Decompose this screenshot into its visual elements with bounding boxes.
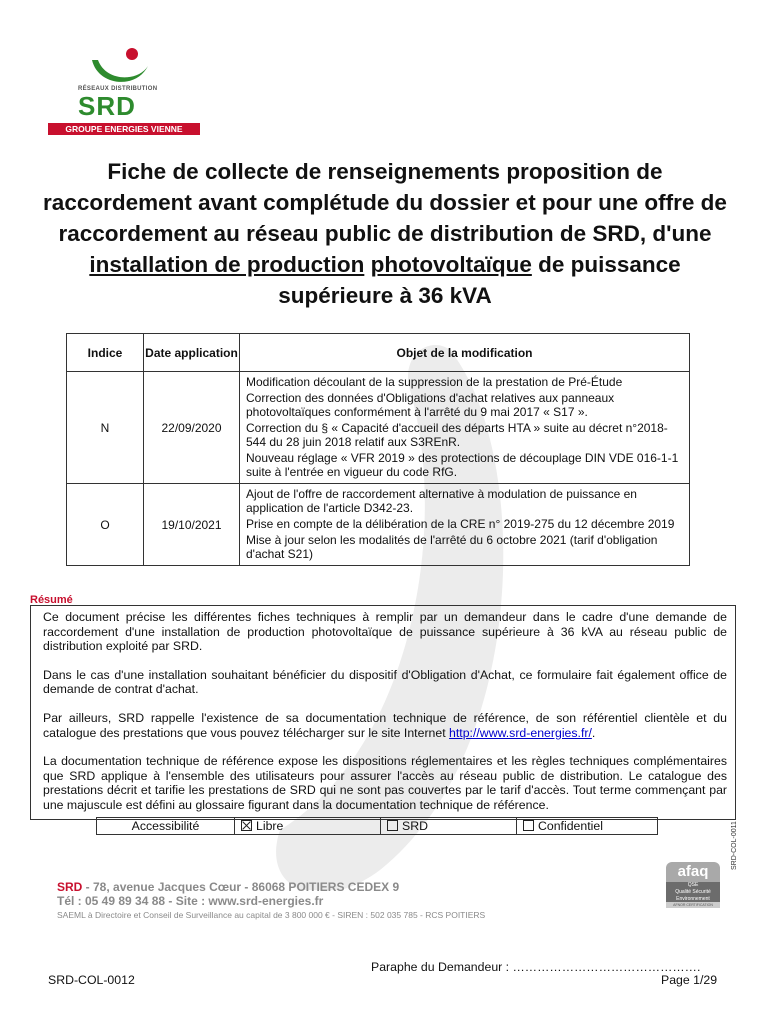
modification-item: Correction du § « Capacité d'accueil des départs HTA » suite au décret n°2018-544 du 28 juin 2018 relatif aux S3REnR. <box>246 421 668 449</box>
address-brand: SRD <box>57 880 83 894</box>
afaq-line: Qualité Sécurité <box>675 889 711 895</box>
header-indice: Indice <box>67 334 144 372</box>
accessibility-option-confidentiel[interactable] <box>517 818 658 835</box>
modification-item: Modification découlant de la suppression de la prestation de Pré-Étude <box>246 375 623 389</box>
paraphe-field: Paraphe du Demandeur : ………………………………………. <box>371 960 701 974</box>
row-date: 19/10/2021 <box>144 484 240 566</box>
accessibility-option-libre[interactable] <box>235 818 381 835</box>
revision-table-header <box>67 334 690 372</box>
legal-line: SAEML à Directoire et Conseil de Surveillance au capital de 3 800 000 € - SIREN : 502 035 785 - RCS POITIERS <box>57 910 486 920</box>
option-label: Libre <box>256 819 284 833</box>
title-underlined-2: photovoltaïque <box>370 252 532 277</box>
document-code: SRD-COL-0012 <box>48 973 135 987</box>
table-row <box>67 372 690 484</box>
resume-paragraph: Ce document précise les différentes fiches techniques à remplir par un demandeur dans le cadre d'une demande de raccordement d'une installation de production photovoltaïque de puissance supérieure à 36 kVA au réseau public de distribution exploité par SRD. <box>43 610 727 654</box>
row-indice: N <box>67 372 144 484</box>
header-objet: Objet de la modification <box>240 334 690 372</box>
checkbox-icon[interactable] <box>387 820 398 831</box>
header-date: Date application <box>144 334 240 372</box>
option-label: Confidentiel <box>538 819 603 833</box>
modification-item: Ajout de l'offre de raccordement alternative à modulation de puissance en application de l'article D342-23. <box>246 487 637 515</box>
logo-tagline: RÉSEAUX DISTRIBUTION <box>78 86 158 92</box>
address-text: - 78, avenue Jacques Cœur - 86068 POITIERS CEDEX 9 <box>82 880 400 894</box>
title-text-2: de puissance supérieure à 36 kVA <box>278 252 681 308</box>
modification-item: Prise en compte de la délibération de la CRE n° 2019-275 du 12 décembre 2019 <box>246 517 675 531</box>
address-line <box>57 880 617 894</box>
afaq-details <box>666 882 720 904</box>
title-text-1: Fiche de collecte de renseignements proposition de raccordement avant complétude du dossier et pour une offre de raccordement au réseau public de distribution de SRD, d'une <box>43 159 727 246</box>
checkbox-icon[interactable] <box>523 820 534 831</box>
resume-paragraph: La documentation technique de référence expose les dispositions réglementaires et les règles techniques complémentaires que SRD applique à l'ensemble des utilisateurs pour assurer l'accès au réseau public de distribution. Le catalogue des prestations décrit et tarifie les prestations de SRD qui ne sont pas couvertes par le tarif d'accès. Tout terme commençant par une majuscule est défini au glossaire figurant dans la documentation technique de référence. <box>43 754 727 812</box>
afaq-footer: AFNOR CERTIFICATION <box>666 902 720 908</box>
row-objet <box>240 484 690 566</box>
afaq-certification-logo <box>666 862 720 908</box>
modification-item: Mise à jour selon les modalités de l'arrêté du 6 octobre 2021 (tarif d'obligation d'achat S21) <box>246 533 658 561</box>
afaq-line: Environnement <box>676 896 710 902</box>
resume-paragraph: Dans le cas d'une installation souhaitant bénéficier du dispositif d'Obligation d'Achat, ce formulaire fait également office de demande de contrat d'achat. <box>43 667 727 697</box>
resume-label: Résumé <box>30 594 73 606</box>
page-number: Page 1/29 <box>661 973 718 987</box>
option-label: SRD <box>402 819 428 833</box>
accessibility-table <box>96 817 658 835</box>
resume-box <box>30 605 736 820</box>
srd-logo <box>48 46 200 138</box>
resume-p3-end: . <box>591 725 596 740</box>
logo-group-banner: GROUPE ENERGIES VIENNE <box>48 123 200 135</box>
resume-p3-text: Par ailleurs, SRD rappelle l'existence de sa documentation technique de référence, de son référentiel clientèle et du catalogue des prestations que vous pouvez télécharger sur le site Internet <box>43 710 727 740</box>
accessibility-option-srd[interactable] <box>381 818 517 835</box>
footer-address <box>57 880 617 922</box>
modification-item: Correction des données d'Obligations d'achat relatives aux panneaux photovoltaïques conformément à l'arrêté du 9 mai 2017 « S17 ». <box>246 391 615 419</box>
title-underlined-1: installation de production <box>89 252 365 277</box>
resume-paragraph <box>43 711 727 740</box>
srd-website-link[interactable]: http://www.srd-energies.fr/ <box>449 725 592 740</box>
modification-item: Nouveau réglage « VFR 2019 » des protections de découplage DIN VDE 016-1-1 suite à l'entrée en vigueur du code RfG. <box>246 451 679 479</box>
afaq-brand: afaq <box>666 862 720 882</box>
row-objet <box>240 372 690 484</box>
phone-line: Tél : 05 49 89 34 88 - Site : www.srd-energies.fr <box>57 894 324 908</box>
accessibility-label: Accessibilité <box>97 818 235 835</box>
logo-brand: SRD <box>78 91 136 121</box>
revision-table <box>66 333 690 566</box>
side-document-code: SRD-COL-0011 <box>731 821 738 870</box>
row-date: 22/09/2020 <box>144 372 240 484</box>
page-title <box>40 156 730 311</box>
checked-checkbox-icon[interactable] <box>241 820 252 831</box>
table-row <box>67 484 690 566</box>
afaq-line: QSE <box>687 882 699 888</box>
row-indice: O <box>67 484 144 566</box>
